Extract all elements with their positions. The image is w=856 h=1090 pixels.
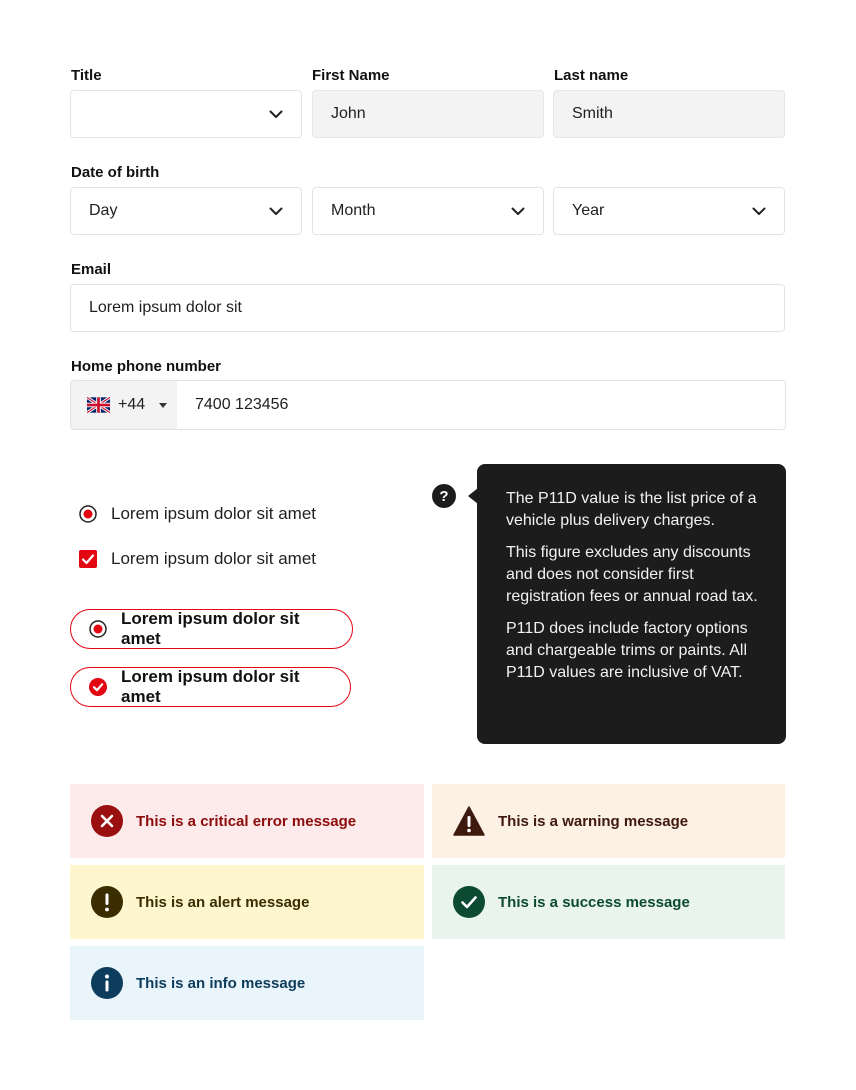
dob-year-value: Year xyxy=(572,202,605,219)
dob-month-value: Month xyxy=(331,202,376,219)
pill-radio-option[interactable] xyxy=(70,609,353,649)
tooltip xyxy=(477,464,786,744)
help-icon[interactable] xyxy=(432,484,456,508)
error-message-text: This is a critical error message xyxy=(136,812,357,830)
first-name-value: John xyxy=(331,105,366,122)
phone-number-value: 7400 123456 xyxy=(195,396,289,413)
check-circle-icon xyxy=(89,678,107,696)
last-name-value: Smith xyxy=(572,105,613,122)
info-message-text: This is an info message xyxy=(136,974,306,992)
pill-radio-label: Lorem ipsum dolor sit amet xyxy=(121,609,300,648)
dob-label: Date of birth xyxy=(71,164,160,181)
title-label: Title xyxy=(71,67,102,84)
email-value: Lorem ipsum dolor sit xyxy=(89,299,242,316)
dob-day-select[interactable] xyxy=(70,187,302,235)
chevron-down-icon xyxy=(511,204,525,218)
first-name-field[interactable] xyxy=(312,90,544,138)
first-name-label: First Name xyxy=(312,67,390,84)
radio-option-label: Lorem ipsum dolor sit amet xyxy=(111,504,317,523)
alert-message-text: This is an alert message xyxy=(136,893,310,911)
country-code-select[interactable] xyxy=(71,381,177,429)
warning-message-text: This is a warning message xyxy=(498,812,689,830)
phone-label: Home phone number xyxy=(71,358,222,375)
phone-field[interactable] xyxy=(70,380,786,430)
last-name-field[interactable] xyxy=(553,90,785,138)
chevron-down-icon xyxy=(269,107,283,121)
radio-selected-icon xyxy=(89,620,107,638)
dob-month-select[interactable] xyxy=(312,187,544,235)
tooltip-paragraph: This figure excludes any discounts and does not consider first registration fees or annual road tax. xyxy=(506,544,758,605)
checkbox-checked-icon xyxy=(79,550,97,568)
info-message xyxy=(70,946,424,1020)
chevron-down-icon xyxy=(269,204,283,218)
success-message-text: This is a success message xyxy=(498,893,690,911)
alert-message xyxy=(70,865,424,939)
radio-selected-icon xyxy=(79,505,97,523)
info-icon xyxy=(91,967,123,999)
success-message xyxy=(432,865,785,939)
alert-icon xyxy=(91,886,123,918)
warning-icon xyxy=(453,805,485,837)
last-name-label: Last name xyxy=(554,67,629,84)
chevron-down-icon xyxy=(752,204,766,218)
error-message xyxy=(70,784,424,858)
radio-option[interactable] xyxy=(79,504,316,524)
caret-down-icon xyxy=(159,403,167,408)
pill-check-label: Lorem ipsum dolor sit amet xyxy=(121,667,300,706)
checkbox-option[interactable] xyxy=(79,549,316,569)
title-select[interactable] xyxy=(70,90,302,138)
email-field[interactable] xyxy=(70,284,785,332)
tooltip-paragraph: The P11D value is the list price of a vehicle plus delivery charges. xyxy=(506,490,757,529)
warning-message xyxy=(432,784,785,858)
check-icon xyxy=(453,886,485,918)
dob-day-value: Day xyxy=(89,202,118,219)
tooltip-paragraph: P11D does include factory options and chargeable trims or paints. All P11D values are inclusive of VAT. xyxy=(506,620,748,681)
dob-year-select[interactable] xyxy=(553,187,785,235)
pill-check-option[interactable] xyxy=(70,667,351,707)
email-label: Email xyxy=(71,261,112,278)
uk-flag-icon xyxy=(87,397,110,413)
checkbox-option-label: Lorem ipsum dolor sit amet xyxy=(111,549,317,568)
close-icon xyxy=(91,805,123,837)
country-code-value: +44 xyxy=(118,396,146,413)
svg-text:?: ? xyxy=(439,488,449,505)
